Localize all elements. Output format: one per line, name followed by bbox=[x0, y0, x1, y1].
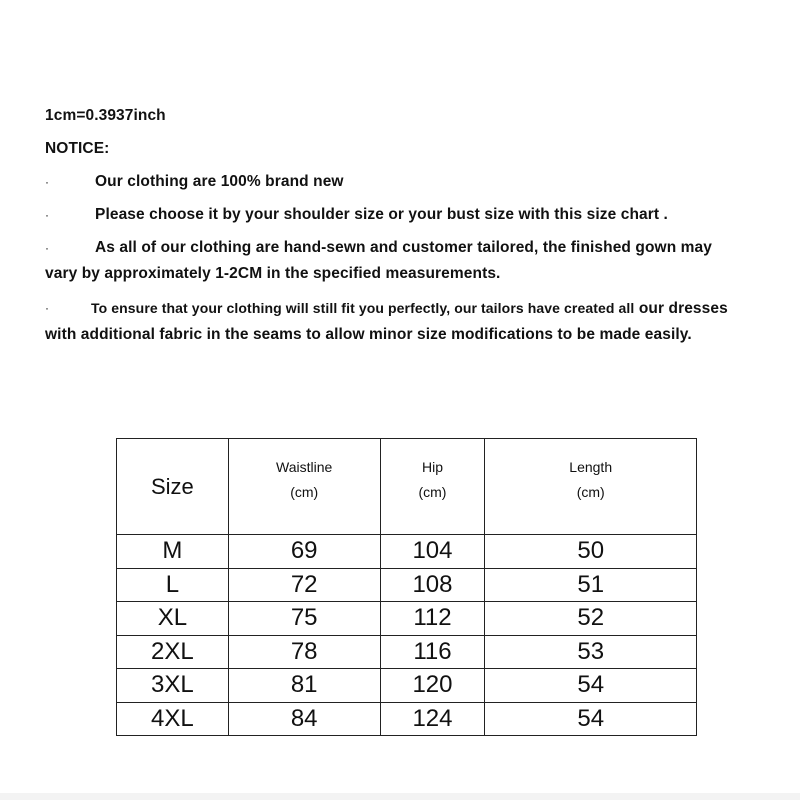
table-row bbox=[117, 602, 697, 636]
table-row bbox=[117, 702, 697, 736]
table-row bbox=[117, 635, 697, 669]
table-row bbox=[117, 535, 697, 569]
header-waistline bbox=[228, 439, 380, 535]
cell-size: 2XL bbox=[117, 635, 229, 669]
cell-length: 52 bbox=[485, 602, 697, 636]
unit-conversion: 1cm=0.3937inch bbox=[45, 107, 166, 124]
notice-item bbox=[45, 295, 745, 348]
bullet-dot-icon: · bbox=[45, 301, 50, 315]
cell-hip: 108 bbox=[380, 568, 485, 602]
bullet-dot-icon: · bbox=[45, 175, 50, 189]
cell-size: XL bbox=[117, 602, 229, 636]
table-row bbox=[117, 568, 697, 602]
bullet-dot-icon: · bbox=[45, 241, 50, 255]
notice-item-text: Our clothing are 100% brand new bbox=[95, 173, 344, 190]
cell-waistline: 81 bbox=[228, 669, 380, 703]
cell-waistline: 78 bbox=[228, 635, 380, 669]
cell-length: 50 bbox=[485, 535, 697, 569]
notice-item-text: As all of our clothing are hand-sewn and customer tailored, the finished gown may vary by approximately 1-2CM in the specified measurements. bbox=[45, 239, 712, 282]
header-label: Length bbox=[569, 459, 613, 475]
notice-title: NOTICE: bbox=[45, 140, 110, 157]
header-unit: (cm) bbox=[290, 484, 319, 500]
header-unit: (cm) bbox=[576, 484, 605, 500]
cell-hip: 120 bbox=[380, 669, 485, 703]
cell-size: 3XL bbox=[117, 669, 229, 703]
size-chart-table bbox=[116, 438, 697, 736]
cell-length: 53 bbox=[485, 635, 697, 669]
cell-hip: 112 bbox=[380, 602, 485, 636]
cell-waistline: 75 bbox=[228, 602, 380, 636]
cell-length: 54 bbox=[485, 702, 697, 736]
header-hip bbox=[380, 439, 485, 535]
header-label: Waistline bbox=[276, 459, 333, 475]
cell-waistline: 69 bbox=[228, 535, 380, 569]
cell-hip: 124 bbox=[380, 702, 485, 736]
cell-length: 51 bbox=[485, 568, 697, 602]
header-length bbox=[485, 439, 697, 535]
cell-hip: 116 bbox=[380, 635, 485, 669]
header-unit: (cm) bbox=[418, 484, 447, 500]
cell-waistline: 72 bbox=[228, 568, 380, 602]
cell-size: 4XL bbox=[117, 702, 229, 736]
header-label: Hip bbox=[421, 459, 443, 475]
table-header-row bbox=[117, 439, 697, 535]
cell-size: L bbox=[117, 568, 229, 602]
notice-section bbox=[45, 103, 745, 356]
cell-hip: 104 bbox=[380, 535, 485, 569]
cell-waistline: 84 bbox=[228, 702, 380, 736]
notice-item bbox=[45, 235, 745, 287]
notice-item-text bbox=[45, 295, 745, 348]
cell-length: 54 bbox=[485, 669, 697, 703]
bullet-dot-icon: · bbox=[45, 208, 50, 222]
notice-item bbox=[45, 202, 745, 235]
header-size: Size bbox=[117, 439, 229, 535]
bottom-strip bbox=[0, 793, 800, 800]
notice-item-rest: our dresses with additional fabric in the seams to allow minor size modifications to be made easily. bbox=[45, 300, 728, 343]
cell-size: M bbox=[117, 535, 229, 569]
notice-item-text: Please choose it by your shoulder size or your bust size with this size chart . bbox=[95, 206, 668, 223]
notice-item bbox=[45, 169, 745, 202]
table-row bbox=[117, 669, 697, 703]
notice-item-lead: To ensure that your clothing will still fit you perfectly, our tailors have created all bbox=[91, 300, 635, 316]
